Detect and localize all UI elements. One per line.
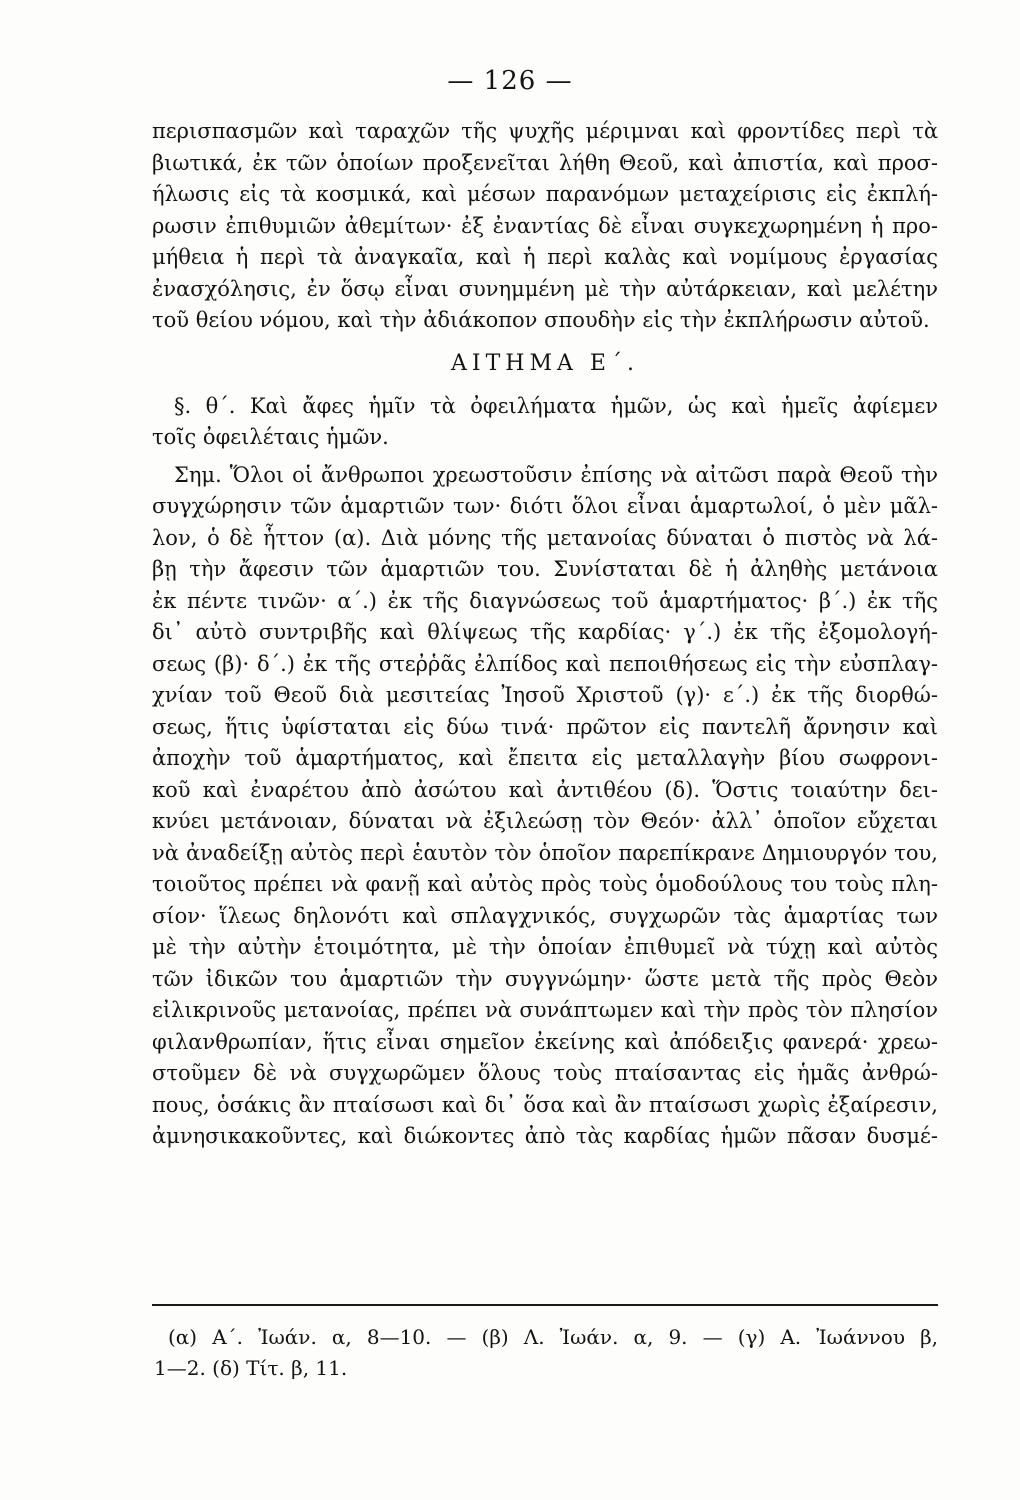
text-line: λον, ὁ δὲ ἧττον (α). Διὰ μόνης τῆς μετανοίας δύναται ὁ πιστὸς νὰ λά- [152, 525, 938, 550]
text-line: Σημ. Ὅλοι οἱ ἄνθρωποι χρεωστοῦσιν ἐπίσης νὰ αἰτῶσι παρὰ Θεοῦ τὴν [174, 462, 938, 487]
text-line: περισπασμῶν καὶ ταραχῶν τῆς ψυχῆς μέριμναι καὶ φροντίδες περὶ τὰ [152, 119, 938, 143]
footnote-divider [152, 1304, 938, 1306]
footnote-line: (α) Α΄. Ἰωάν. α, 8—10. — (β) Λ. Ἰωάν. α, 9. — (γ) Α. Ἰωάννου β, [168, 1325, 938, 1349]
text-line: σεως (β)· δ΄.) ἐκ τῆς στεῤῥᾶς ἐλπίδος καὶ πεποιθήσεως εἰς τὴν εὐσπλαγ- [152, 651, 938, 676]
text-line: σίον· ἵλεως δηλονότι καὶ σπλαγχνικός, συγχωρῶν τὰς ἁμαρτίας των [152, 903, 938, 928]
text-line: συγχώρησιν τῶν ἁμαρτιῶν των· διότι ὅλοι εἶναι ἁμαρτωλοί, ὁ μὲν μᾶλ- [152, 494, 938, 518]
page-number: — 126 — [447, 66, 573, 96]
text-line: ἐνασχόλησις, ἐν ὅσῳ εἶναι συνημμένη μὲ τὴν αὐτάρκειαν, καὶ μελέτην [152, 276, 938, 301]
text-line: κοῦ καὶ ἐναρέτου ἀπὸ ἀσώτου καὶ ἀντιθέου (δ). Ὅστις τοιαύτην δει- [152, 777, 938, 802]
text-line: στοῦμεν δὲ νὰ συγχωρῶμεν ὅλους τοὺς πταίσαντας εἰς ἡμᾶς ἀνθρώ- [152, 1061, 938, 1085]
text-line: βῃ τὴν ἄφεσιν τῶν ἁμαρτιῶν του. Συνίσταται δὲ ἡ ἀληθὴς μετάνοια [152, 557, 938, 581]
text-line: πους, ὁσάκις ἂν πταίσωσι καὶ δι᾽ ὅσα καὶ ἂν πταίσωσι χωρὶς ἐξαίρεσιν, [152, 1092, 938, 1117]
main-text [152, 116, 938, 1153]
petition-paragraph [152, 391, 938, 454]
text-line: τῶν ἰδικῶν του ἁμαρτιῶν τὴν συγγνώμην· ὥστε μετὰ τῆς πρὸς Θεὸν [152, 966, 938, 991]
footnote-line: 1—2. (δ) Τίτ. β, 11. [154, 1356, 348, 1380]
paragraph-continuation [152, 116, 938, 337]
text-line: τοῦ θείου νόμου, καὶ τὴν ἀδιάκοπον σπουδὴν εἰς τὴν ἐκπλήρωσιν αὐτοῦ. [152, 308, 930, 332]
text-line: κνύει μετάνοιαν, δύναται νὰ ἐξιλεώσῃ τὸν Θεόν· ἀλλ᾽ ὁποῖον εὔχεται [152, 809, 938, 833]
text-line: φιλανθρωπίαν, ἥτις εἶναι σημεῖον ἐκείνης καὶ ἀπόδειξις φανερά· χρεω- [152, 1029, 938, 1054]
text-line: §. θ΄. Καὶ ἄφες ἡμῖν τὰ ὀφειλήματα ἡμῶν, ὡς καὶ ἡμεῖς ἀφίεμεν [174, 393, 938, 418]
text-line: μήθεια ἡ περὶ τὰ ἀναγκαῖα, καὶ ἡ περὶ καλὰς καὶ νομίμους ἐργασίας [152, 245, 938, 269]
text-line: μὲ τὴν αὐτὴν ἑτοιμότητα, μὲ τὴν ὁποίαν ἐπιθυμεῖ νὰ τύχῃ καὶ αὐτὸς [152, 935, 938, 959]
text-line: ἐκ πέντε τινῶν· α΄.) ἐκ τῆς διαγνώσεως τοῦ ἁμαρτήματος· β΄.) ἐκ τῆς [152, 588, 938, 613]
text-line: ἀμνησικακοῦντες, καὶ διώκοντες ἀπὸ τὰς καρδίας ἡμῶν πᾶσαν δυσμέ- [152, 1124, 938, 1148]
footnotes [154, 1322, 938, 1384]
section-heading: ΑΙΤΗΜΑ Ε΄. [451, 350, 639, 376]
text-line: ρωσιν ἐπιθυμιῶν ἀθεμίτων· ἐξ ἐναντίας δὲ εἶναι συγκεχωρημένη ἡ προ- [152, 213, 938, 238]
text-line: ήλωσις εἰς τὰ κοσμικά, καὶ μέσων παρανόμων μεταχείρισις εἰς ἐκπλή- [152, 182, 938, 206]
text-line: δι᾽ αὐτὸ συντριβῆς καὶ θλίψεως τῆς καρδίας· γ΄.) ἐκ τῆς ἐξομολογή- [152, 620, 938, 644]
text-line: ἀποχὴν τοῦ ἁμαρτήματος, καὶ ἔπειτα εἰς μεταλλαγὴν βίου σωφρονι- [152, 746, 938, 770]
text-line: τοιοῦτος πρέπει νὰ φανῇ καὶ αὐτὸς πρὸς τοὺς ὁμοδούλους του τοὺς πλη- [152, 872, 938, 896]
text-line: χνίαν τοῦ Θεοῦ διὰ μεσιτείας Ἰησοῦ Χριστοῦ (γ)· ε΄.) ἐκ τῆς διορθώ- [152, 683, 938, 707]
note-paragraph [152, 460, 938, 1153]
text-line: νὰ ἀναδείξῃ αὐτὸς περὶ ἑαυτὸν τὸν ὁποῖον παρεπίκρανε Δημιουργόν του, [152, 840, 938, 865]
text-line: βιωτικά, ἐκ τῶν ὁποίων προξενεῖται λήθη Θεοῦ, καὶ ἀπιστία, καὶ προσ- [152, 150, 938, 175]
text-line: τοῖς ὀφειλέταις ἡμῶν. [152, 425, 389, 449]
text-line: εἰλικρινοῦς μετανοίας, πρέπει νὰ συνάπτωμεν καὶ τὴν πρὸς τὸν πλησίον [152, 998, 938, 1022]
text-line: σεως, ἥτις ὑφίσταται εἰς δύω τινά· πρῶτον εἰς παντελῆ ἄρνησιν καὶ [152, 714, 938, 739]
